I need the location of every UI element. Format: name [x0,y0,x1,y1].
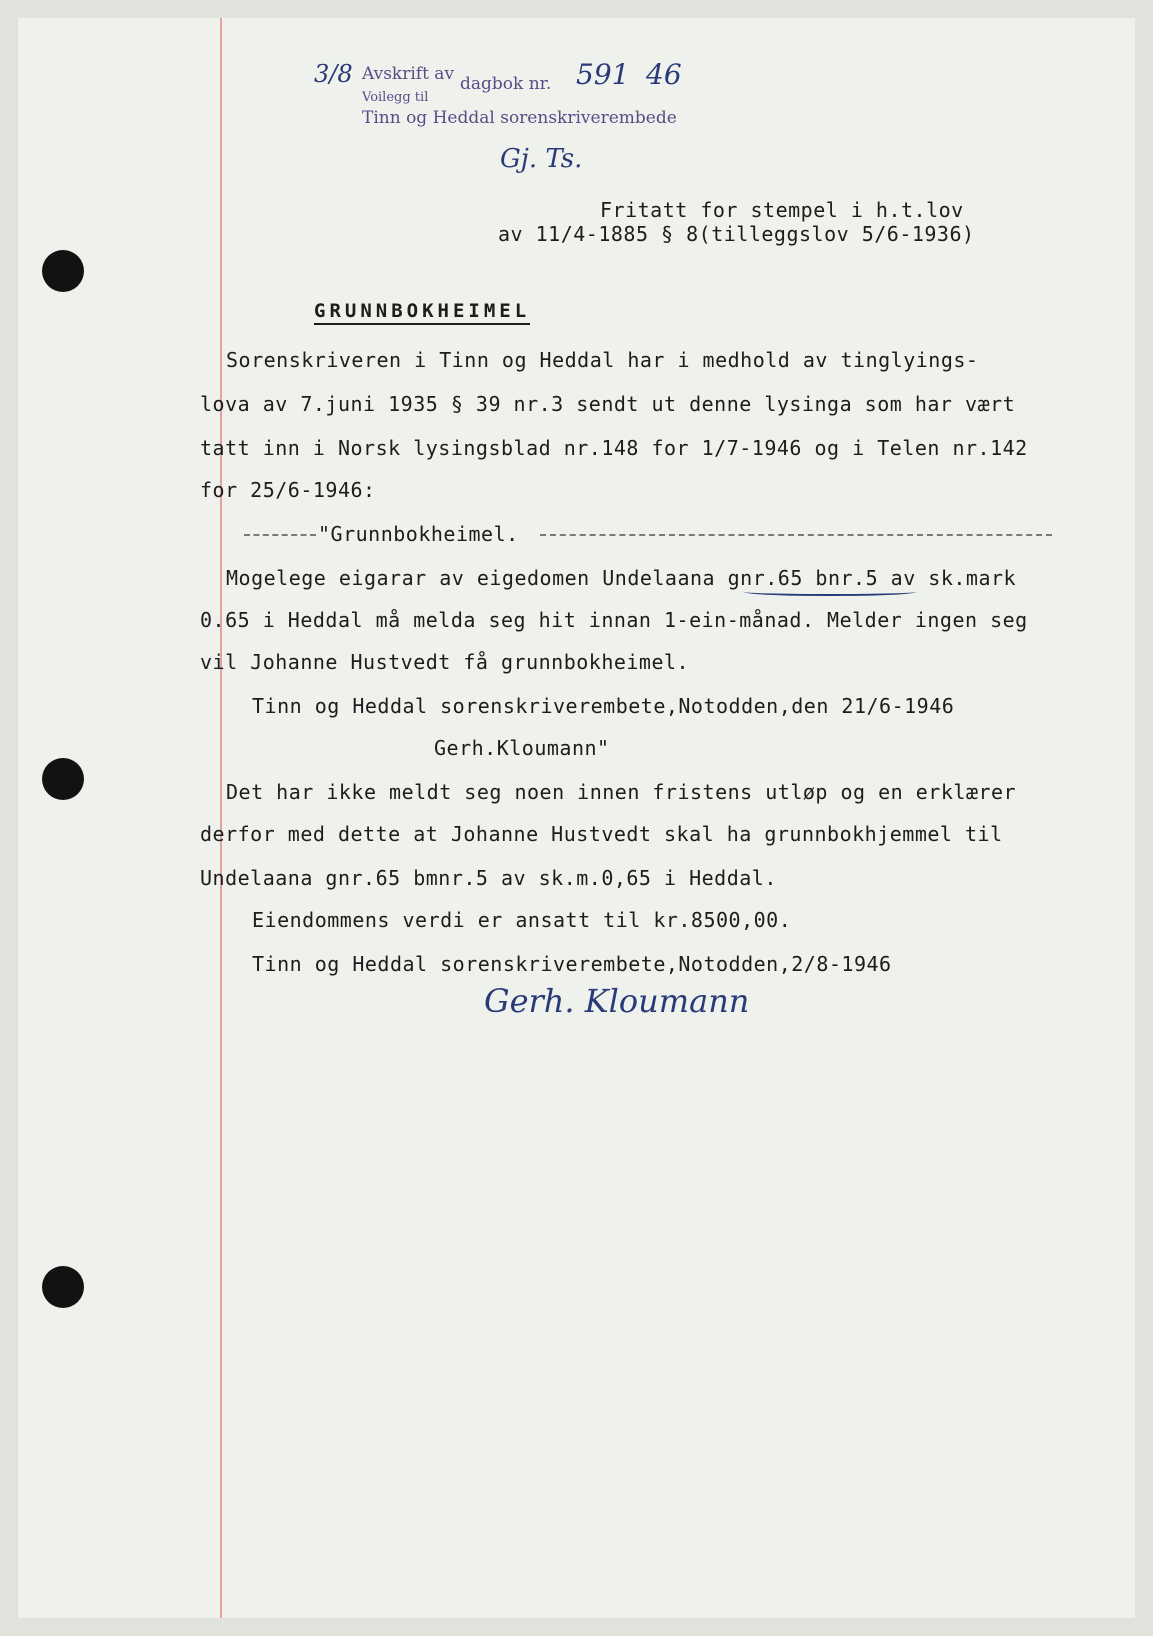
stamp-line3: Tinn og Heddal sorenskriverembede [362,108,677,128]
punch-hole-middle [42,758,84,800]
stamp-year: 46 [646,58,682,91]
body-line-15: Tinn og Heddal sorenskriverembete,Notodden,2/8-1946 [252,952,892,976]
body-line-7: 0.65 i Heddal må melda seg hit innan 1-ein-månad. Melder ingen seg [200,608,1028,632]
punch-hole-top [42,250,84,292]
stamp-initials: Gj. Ts. [500,144,583,174]
body-line-8: vil Johanne Hustvedt få grunnbokheimel. [200,650,690,674]
stamp-number: 591 [576,58,630,91]
body-line-2: lova av 7.juni 1935 § 39 nr.3 sendt ut denne lysinga som har vært [200,392,1016,416]
stamp-line1b: dagbok nr. [460,74,552,94]
handwritten-underline [744,588,916,596]
dash-left [244,534,316,536]
body-line-10: Gerh.Kloumann" [434,736,610,760]
dash-right [540,534,1052,536]
document-page [18,18,1135,1618]
punch-hole-bottom [42,1266,84,1308]
body-line-13: Undelaana gnr.65 bmnr.5 av sk.m.0,65 i Heddal. [200,866,777,890]
stamp-line1: Avskrift av [362,64,455,84]
margin-line [220,18,222,1618]
body-line-1: Sorenskriveren i Tinn og Heddal har i medhold av tinglyings- [226,348,979,372]
document-title: GRUNNBOKHEIMEL [314,300,530,325]
exempt-line2: av 11/4-1885 § 8(tilleggslov 5/6-1936) [498,222,975,246]
signature: Gerh. Kloumann [484,982,750,1020]
stamp-line2: Voilegg til [362,90,429,105]
body-line-11: Det har ikke meldt seg noen innen fristens utløp og en erklærer [226,780,1017,804]
body-line-5: "Grunnbokheimel. [318,522,519,546]
body-line-6: Mogelege eigarar av eigedomen Undelaana gnr.65 bnr.5 av sk.mark [226,566,1017,590]
body-line-3: tatt inn i Norsk lysingsblad nr.148 for 1/7-1946 og i Telen nr.142 [200,436,1028,460]
stamp-fraction: 3/8 [314,60,353,88]
body-line-14: Eiendommens verdi er ansatt til kr.8500,00. [252,908,792,932]
body-line-4: for 25/6-1946: [200,478,376,502]
body-line-12: derfor med dette at Johanne Hustvedt skal ha grunnbokhjemmel til [200,822,1003,846]
exempt-line1: Fritatt for stempel i h.t.lov [600,198,964,222]
body-line-9: Tinn og Heddal sorenskriverembete,Notodden,den 21/6-1946 [252,694,955,718]
